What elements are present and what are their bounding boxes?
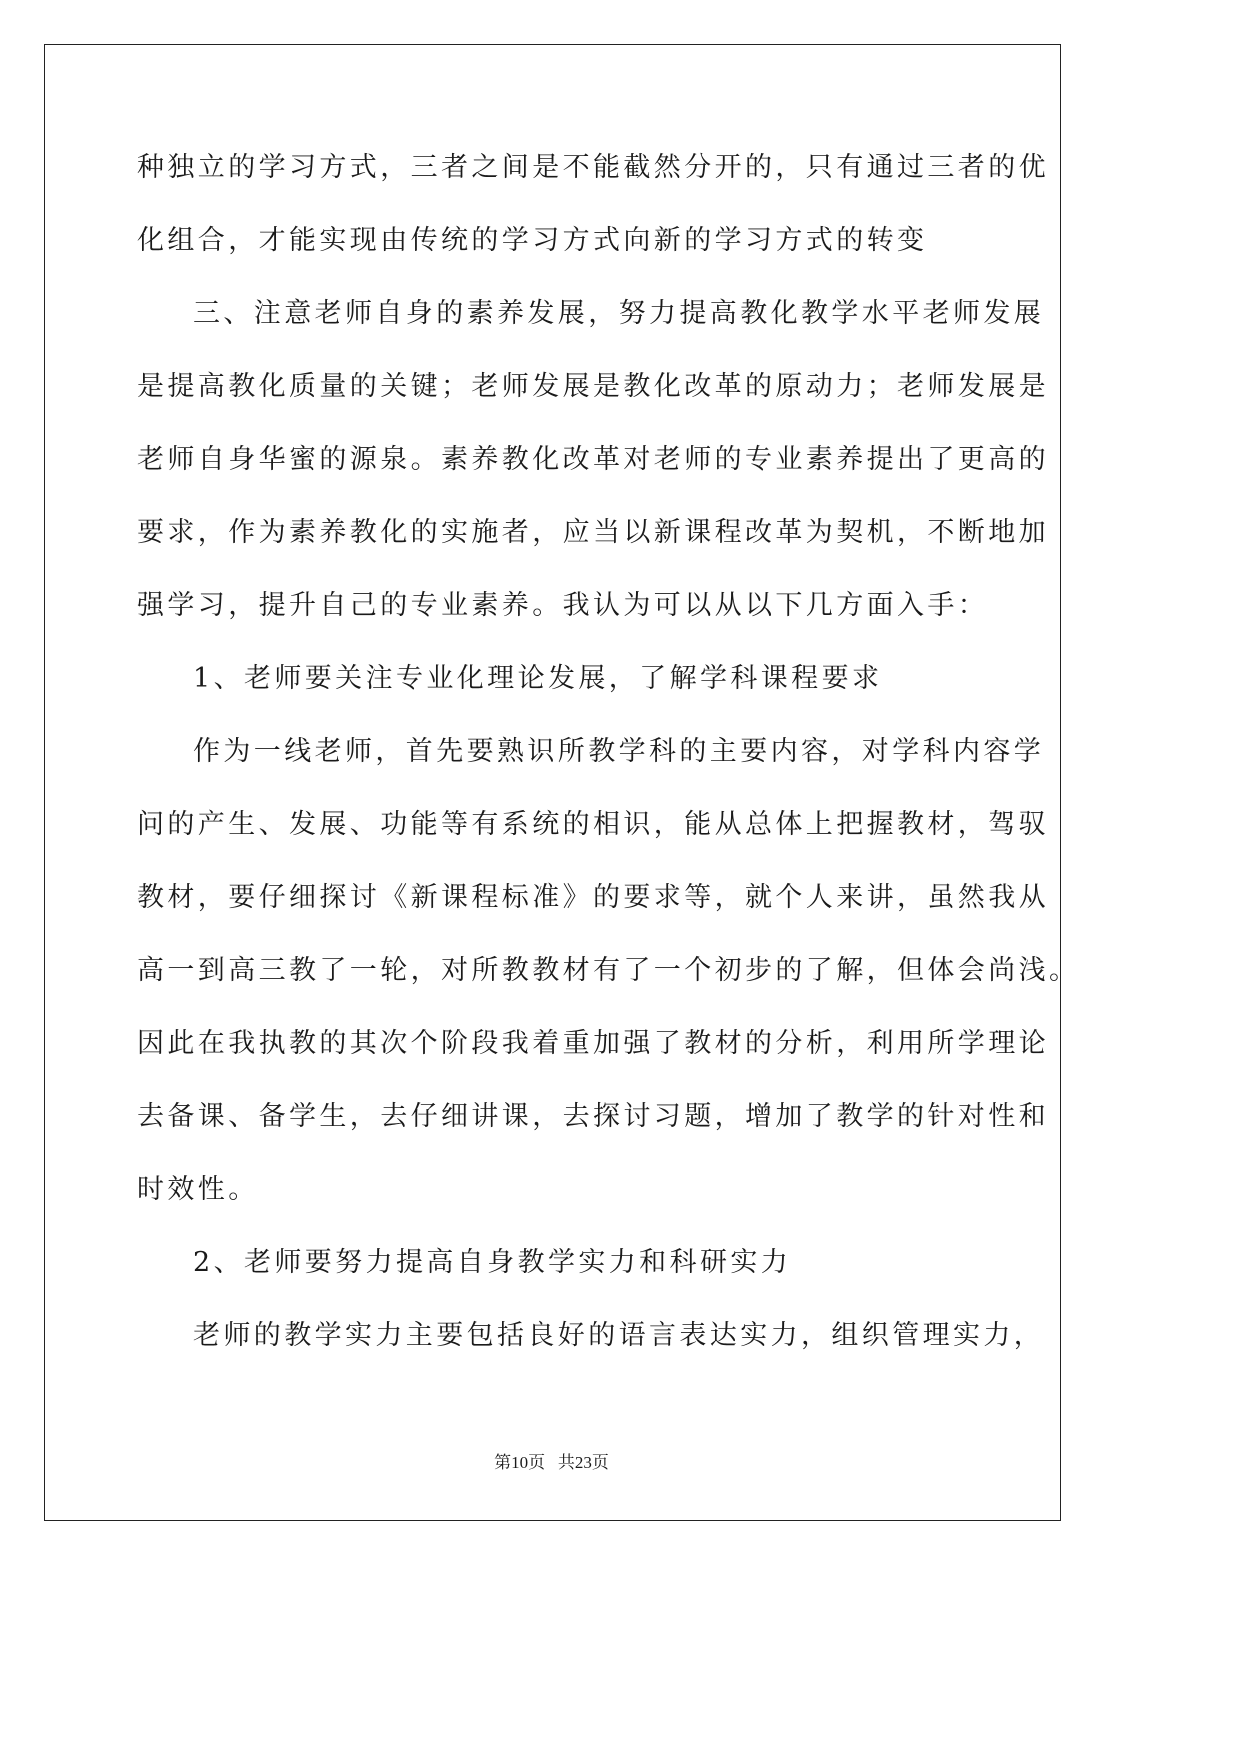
text-line: 要求，作为素养教化的实施者，应当以新课程改革为契机，不断地加 <box>137 517 1049 548</box>
paragraph-start-line: 老师的教学实力主要包括良好的语言表达实力，组织管理实力， <box>193 1320 1045 1351</box>
text-line: 问的产生、发展、功能等有系统的相识，能从总体上把握教材，驾驭 <box>137 809 1049 840</box>
page-number: 第10页 <box>494 1453 546 1472</box>
numbered-heading: 1、老师要关注专业化理论发展，了解学科课程要求 <box>193 663 883 694</box>
text-line: 时效性。 <box>137 1174 259 1205</box>
text-line: 是提高教化质量的关键；老师发展是教化改革的原动力；老师发展是 <box>137 371 1049 402</box>
text-line: 种独立的学习方式，三者之间是不能截然分开的，只有通过三者的优 <box>137 152 1049 183</box>
page-border <box>44 44 1061 1521</box>
text-line: 老师自身华蜜的源泉。素养教化改革对老师的专业素养提出了更高的 <box>137 444 1049 475</box>
text-line: 化组合，才能实现由传统的学习方式向新的学习方式的转变 <box>137 225 928 256</box>
numbered-heading: 2、老师要努力提高自身教学实力和科研实力 <box>193 1247 792 1278</box>
text-line: 高一到高三教了一轮，对所教教材有了一个初步的了解，但体会尚浅。 <box>137 955 1080 986</box>
total-pages: 共23页 <box>557 1453 609 1472</box>
section-heading: 三、注意老师自身的素养发展，努力提高教化教学水平老师发展 <box>193 298 1045 329</box>
text-line: 强学习，提升自己的专业素养。我认为可以从以下几方面入手： <box>137 590 989 621</box>
text-line: 教材，要仔细探讨《新课程标准》的要求等，就个人来讲，虽然我从 <box>137 882 1049 913</box>
text-line: 因此在我执教的其次个阶段我着重加强了教材的分析，利用所学理论 <box>137 1028 1049 1059</box>
paragraph-start-line: 作为一线老师，首先要熟识所教学科的主要内容，对学科内容学 <box>193 736 1045 767</box>
page-footer <box>0 1452 1103 1474</box>
text-line: 去备课、备学生，去仔细讲课，去探讨习题，增加了教学的针对性和 <box>137 1101 1049 1132</box>
